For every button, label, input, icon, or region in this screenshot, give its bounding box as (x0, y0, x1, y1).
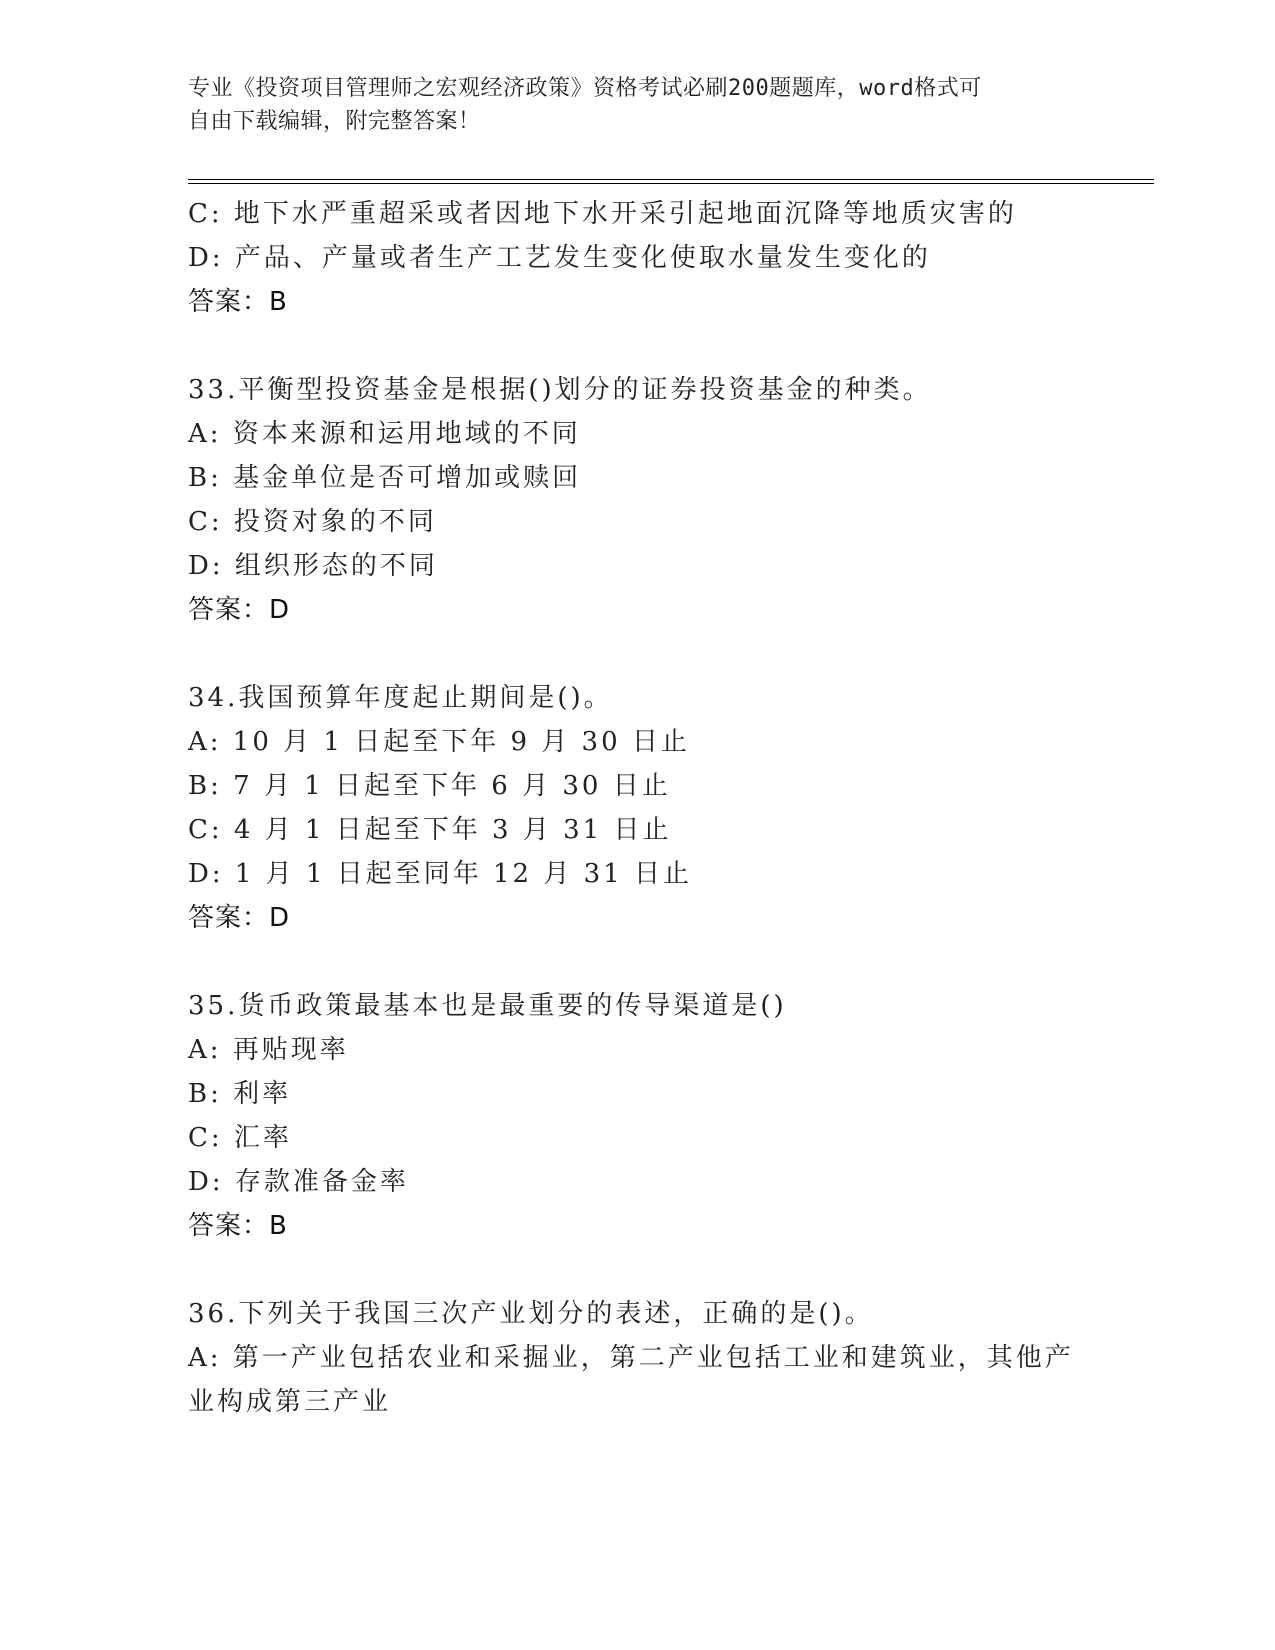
question-33-stem: 33.平衡型投资基金是根据()划分的证券投资基金的种类。 (188, 375, 932, 405)
question-35-option-d: D: 存款准备金率 (188, 1167, 409, 1197)
question-35-option-b: B: 利率 (188, 1079, 292, 1109)
question-33-option-a: A: 资本来源和运用地域的不同 (188, 419, 581, 449)
question-35-stem: 35.货币政策最基本也是最重要的传导渠道是() (188, 991, 787, 1021)
question-34-stem: 34.我国预算年度起止期间是()。 (188, 683, 613, 713)
question-33-option-b: B: 基金单位是否可增加或赎回 (188, 463, 582, 493)
header-line-2: 自由下载编辑，附完整答案！ (188, 109, 481, 134)
header-divider-bottom (188, 183, 1154, 184)
question-34-option-c: C: 4 月 1 日起至下年 3 月 31 日止 (188, 815, 672, 845)
prev-question-answer: 答案：B (188, 287, 288, 317)
question-36-stem: 36.下列关于我国三次产业划分的表述，正确的是()。 (188, 1299, 874, 1329)
question-36-option-a-continued: 业构成第三产业 (188, 1387, 392, 1417)
question-34-answer: 答案：D (188, 903, 291, 933)
header-divider-top (188, 179, 1154, 180)
question-34-option-d: D: 1 月 1 日起至同年 12 月 31 日止 (188, 859, 692, 889)
question-33-option-d: D: 组织形态的不同 (188, 551, 438, 581)
prev-question-option-c: C: 地下水严重超采或者因地下水开采引起地面沉降等地质灾害的 (188, 199, 1017, 229)
question-35-option-c: C: 汇率 (188, 1123, 292, 1153)
question-36-option-a: A: 第一产业包括农业和采掘业，第二产业包括工业和建筑业，其他产 (188, 1343, 1074, 1373)
question-34-option-a: A: 10 月 1 日起至下年 9 月 30 日止 (188, 727, 690, 757)
header-line-1: 专业《投资项目管理师之宏观经济政策》资格考试必刷200题题库，word格式可 (188, 76, 982, 101)
question-35-answer: 答案：B (188, 1211, 288, 1241)
question-33-option-c: C: 投资对象的不同 (188, 507, 437, 537)
document-header (188, 72, 1088, 138)
question-33-answer: 答案：D (188, 595, 291, 625)
question-35-option-a: A: 再贴现率 (188, 1035, 349, 1065)
question-34-option-b: B: 7 月 1 日起至下年 6 月 30 日止 (188, 771, 671, 801)
prev-question-option-d: D: 产品、产量或者生产工艺发生变化使取水量发生变化的 (188, 243, 931, 273)
